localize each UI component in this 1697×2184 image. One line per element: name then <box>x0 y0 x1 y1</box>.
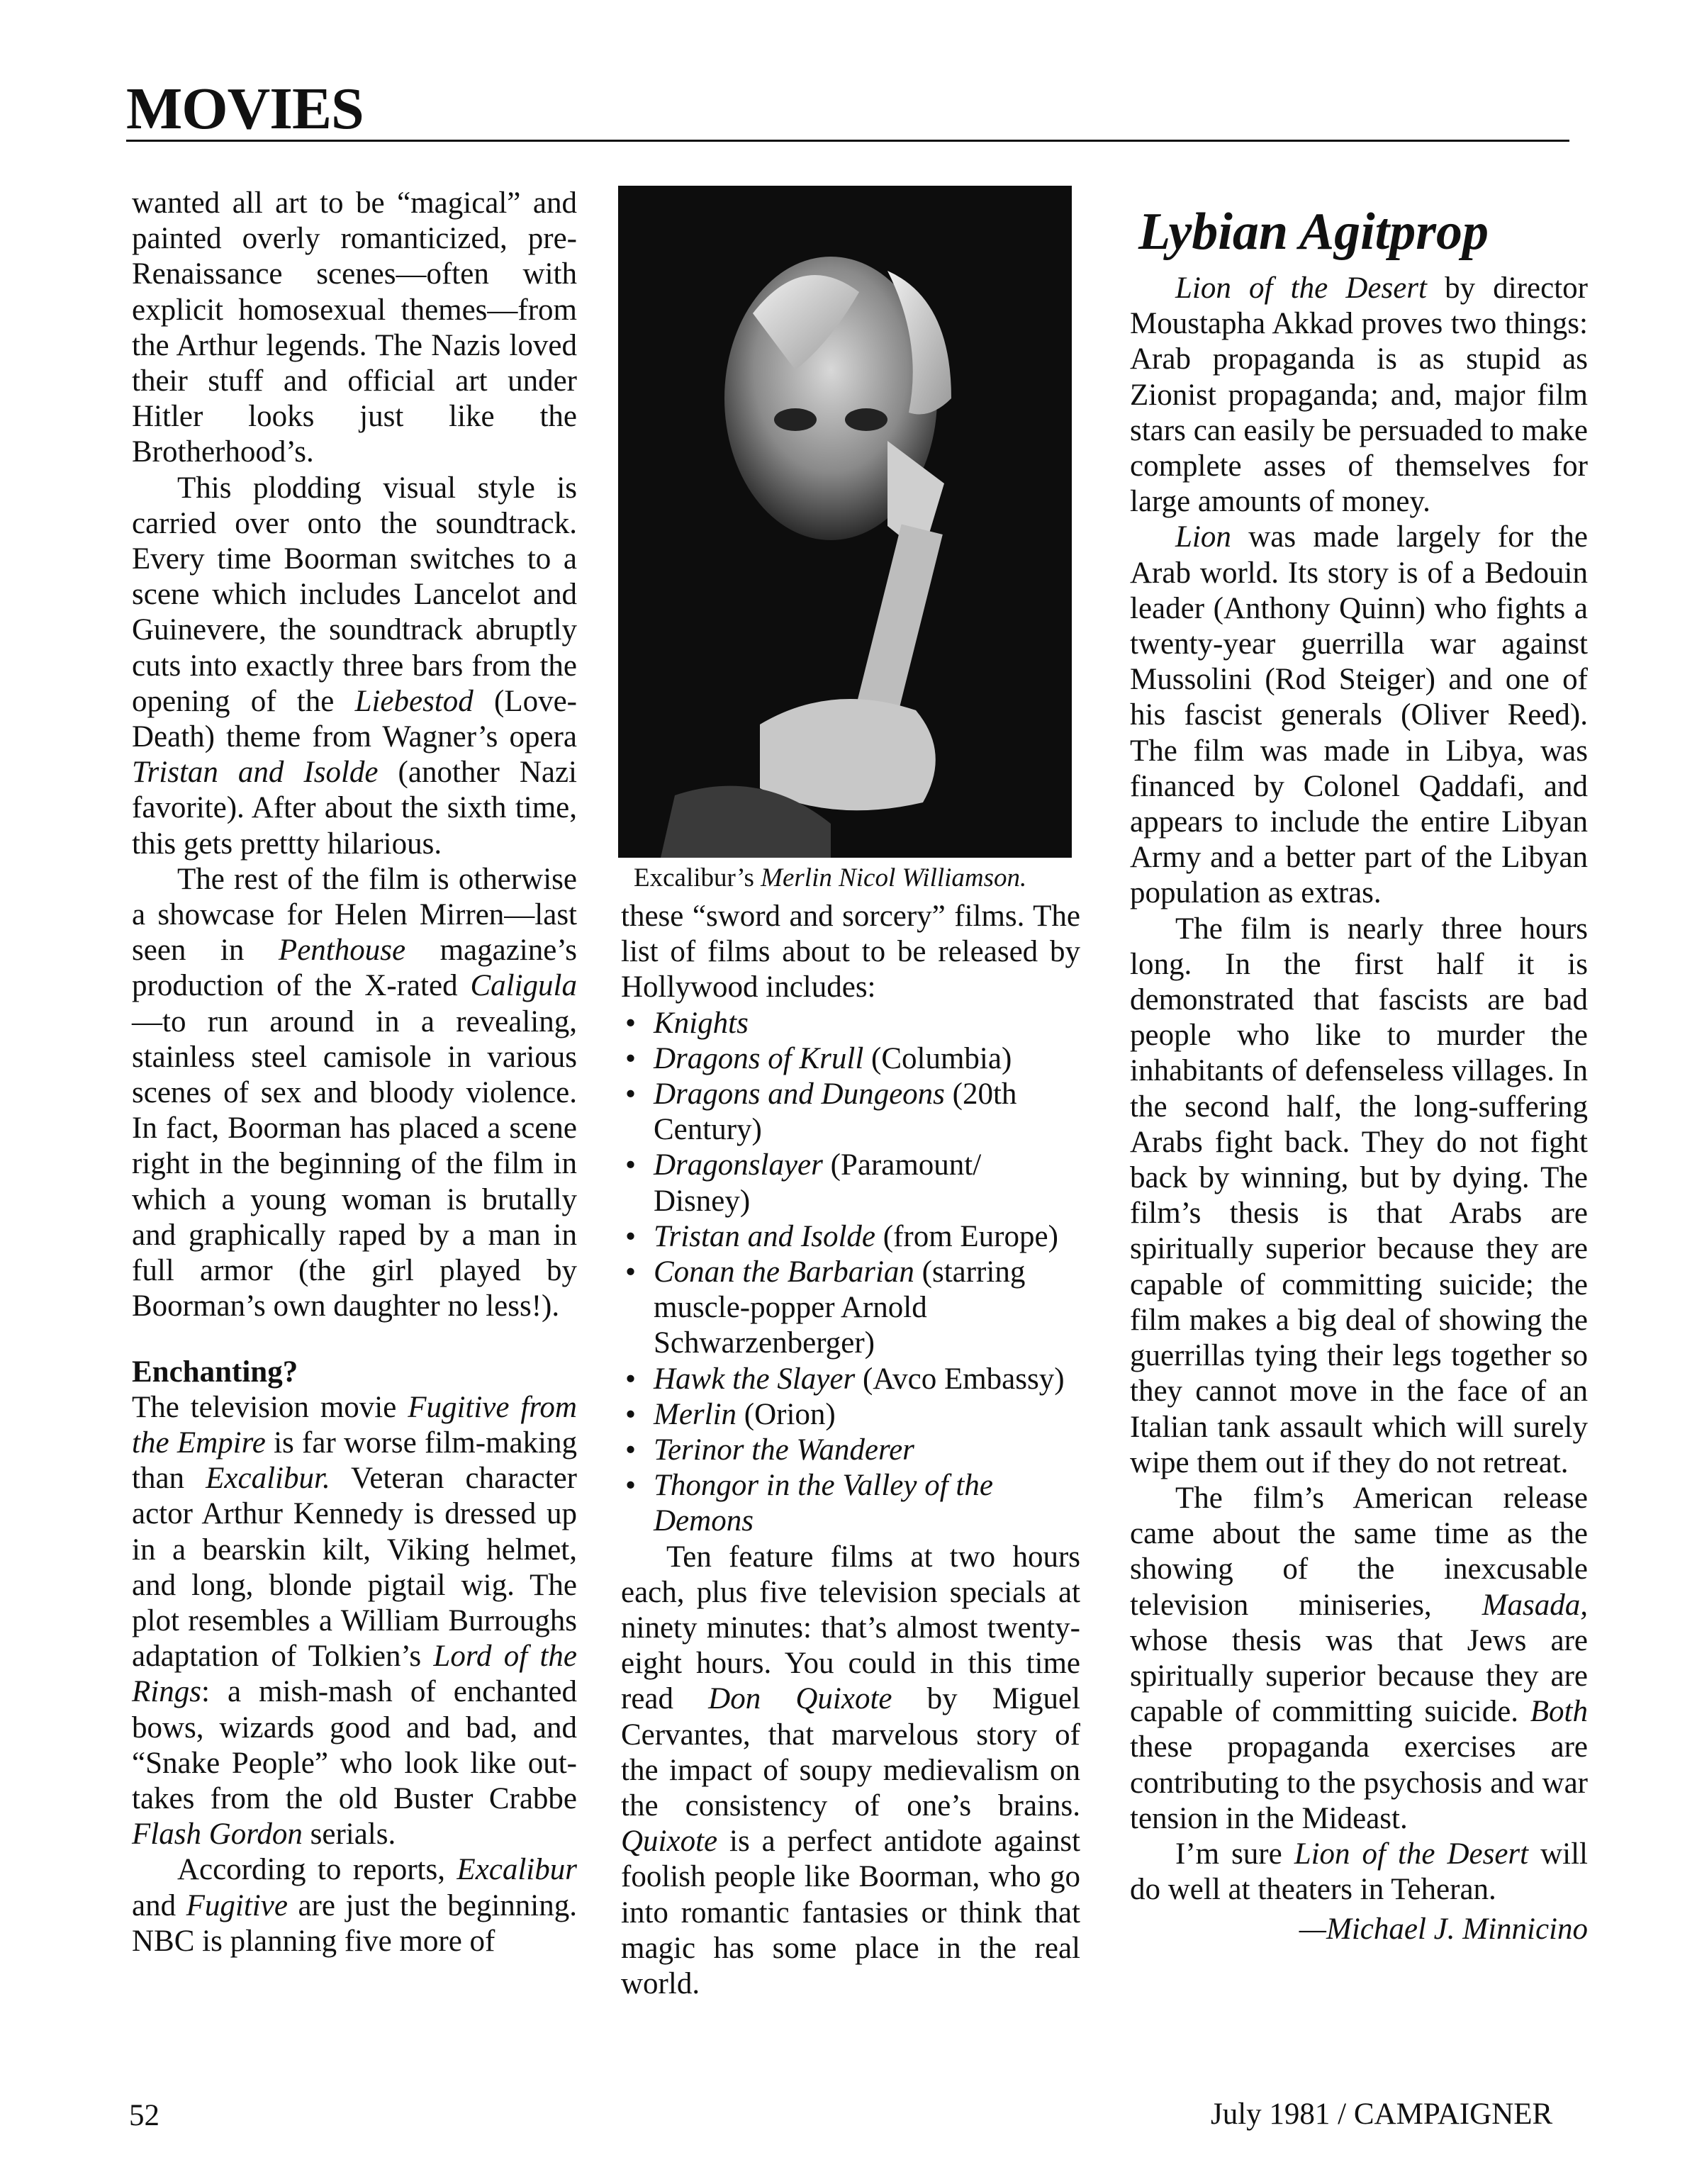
paragraph: wanted all art to be “magical” and painted overly romanticized, pre-Renaissance scenes—often with explicit homosexual themes—from the Arthur legends. The Nazis loved their stuff and official art under Hitler looks just like the Brotherhood’s. <box>132 186 577 469</box>
list-item: • Terinor the Wanderer <box>621 1433 1080 1468</box>
magazine-title: Penthouse <box>278 934 406 968</box>
book-title: Don Quixote <box>708 1682 892 1716</box>
section-title: MOVIES <box>126 76 364 142</box>
article-column-3 <box>1130 200 1588 1948</box>
film-title: Liebestod <box>354 684 474 718</box>
paragraph: Lion was made largely for the Arab world. Its story is of a Bedouin leader (Anthony Quinn) who fights a twenty-year guerrilla war against Mussolini (Rod Steiger) and one of his fascist generals (Oliver Reed). The film was made in Libya, was financed by Colonel Qaddafi, and appears to include the entire Libyan Army and a better part of the Libyan population as extras. <box>1130 520 1588 910</box>
paragraph: I’m sure Lion of the Desert will do well at theaters in Teheran. <box>1130 1837 1588 1907</box>
list-item: • Dragons and Dungeons (20th Century) <box>621 1077 1080 1148</box>
list-item: • Thongor in the Valley of the Demons <box>621 1468 1080 1539</box>
film-list <box>621 1006 1080 1540</box>
book-title: Lord of the Rings <box>132 1640 577 1709</box>
paragraph: these “sword and sorcery” films. The list of films about to be released by Hollywood includes: <box>621 900 1080 1004</box>
paragraph: The television movie Fugitive from the Empire is far worse film-making than Excalibur. Veteran character actor Arthur Kennedy is dressed up in a bearskin kilt, Viking helmet, and long, blonde pigtail wig. The plot resembles a William Burroughs adaptation of Tolkien’s Lord of the Rings: a mish-mash of enchanted bows, wizards good and bad, and “Snake People” who look like out-takes from the old Buster Crabbe Flash Gordon serials. <box>132 1390 577 1852</box>
film-title: Fugitive from the Empire <box>132 1390 577 1460</box>
paragraph: This plodding visual style is carried over onto the soundtrack. Every time Boorman switches to a scene which includes Lancelot and Guinevere, the soundtrack abruptly cuts into exactly three bars from the opening of the Liebestod (Love-Death) theme from Wagner’s opera Tristan and Isolde (another Nazi favorite). After about the sixth time, this gets prettty hilarious. <box>132 471 577 861</box>
subheading: Enchanting? <box>132 1355 298 1389</box>
film-title: Tristan and Isolde <box>132 756 379 790</box>
film-title: Masada, <box>1482 1588 1588 1622</box>
paragraph: The rest of the film is otherwise a showcase for Helen Mirren—last seen in Penthouse magazine’s production of the X-rated Caligula—to run around in a revealing, stainless steel camisole in various scenes of sex and bloody violence. In fact, Boorman has placed a scene right in the beginning of the film in which a young woman is brutally and graphically raped by a man in full armor (the girl played by Boorman’s own daughter no less!). <box>132 862 577 1323</box>
list-item: • Hawk the Slayer (Avco Embassy) <box>621 1362 1080 1397</box>
list-item: • Dragons of Krull (Columbia) <box>621 1041 1080 1077</box>
author-byline: —Michael J. Minnicino <box>1299 1913 1588 1947</box>
paragraph: The film’s American release came about the same time as the showing of the inexcusable television miniseries, Masada, whose thesis was that Jews are spiritually superior because they are capable of committing suicide. Both these propaganda exercises are contributing to the psychosis and war tension in the Mideast. <box>1130 1481 1588 1835</box>
merlin-photo-illustration <box>618 186 1072 858</box>
page-number: 52 <box>129 2099 159 2132</box>
photo-caption: Excalibur’s Merlin Nicol Williamson. <box>634 863 1027 892</box>
list-item: • Dragonslayer (Paramount/ Disney) <box>621 1148 1080 1219</box>
header-rule <box>126 140 1569 142</box>
film-title: Excalibur. <box>206 1462 330 1496</box>
film-title: Lion of the Desert <box>1294 1837 1529 1871</box>
merlin-photo <box>618 186 1072 858</box>
paragraph: According to reports, Excalibur and Fugitive are just the beginning. NBC is planning five more of <box>132 1853 577 1958</box>
list-item: • Conan the Barbarian (starring muscle-popper Arnold Schwarzenberger) <box>621 1255 1080 1362</box>
paragraph: Lion of the Desert by director Moustapha Akkad proves two things: Arab propaganda is as stupid as Zionist propaganda; and, major film stars can easily be persuaded to make complete asses of themselves for large amounts of money. <box>1130 271 1588 519</box>
list-item: • Knights <box>621 1006 1080 1041</box>
film-title: Flash Gordon <box>132 1818 303 1852</box>
film-title: Excalibur <box>457 1853 577 1887</box>
article-column-2 <box>621 899 1080 2002</box>
list-item: • Tristan and Isolde (from Europe) <box>621 1219 1080 1255</box>
list-item: • Merlin (Orion) <box>621 1397 1080 1433</box>
film-title: Caligula <box>470 969 577 1003</box>
book-title: Quixote <box>621 1825 718 1859</box>
article-column-1 <box>132 186 577 1959</box>
film-title: Lion <box>1175 520 1231 554</box>
paragraph: Ten feature films at two hours each, plus five television specials at ninety minutes: that’s almost twenty-eight hours. You could in this time read Don Quixote by Miguel Cervantes, that marvelous story of the impact of soupy medievalism on the consistency of one’s brains. Quixote is a perfect antidote against foolish people like Boorman, who go into romantic fantasies or think that magic has some place in the real world. <box>621 1540 1081 2001</box>
paragraph: The film is nearly three hours long. In the first half it is demonstrated that fascists are bad people who like to murder the inhabitants of defenseless villages. In the second half, the long-suffering Arabs fight back. They do not fight back by winning, but by dying. The film’s thesis is that Arabs are spiritually superior because they are capable of committing suicide; the film makes a big deal of showing the guerrillas tying their legs together so they cannot move in the face of an Italian tank assault which will surely wipe them out if they do not retreat. <box>1130 912 1588 1479</box>
issue-footer: July 1981 / CAMPAIGNER <box>1211 2098 1553 2131</box>
film-title: Lion of the Desert <box>1175 271 1427 305</box>
article-title: Lybian Agitprop <box>1138 203 1489 261</box>
film-title: Fugitive <box>186 1888 288 1922</box>
